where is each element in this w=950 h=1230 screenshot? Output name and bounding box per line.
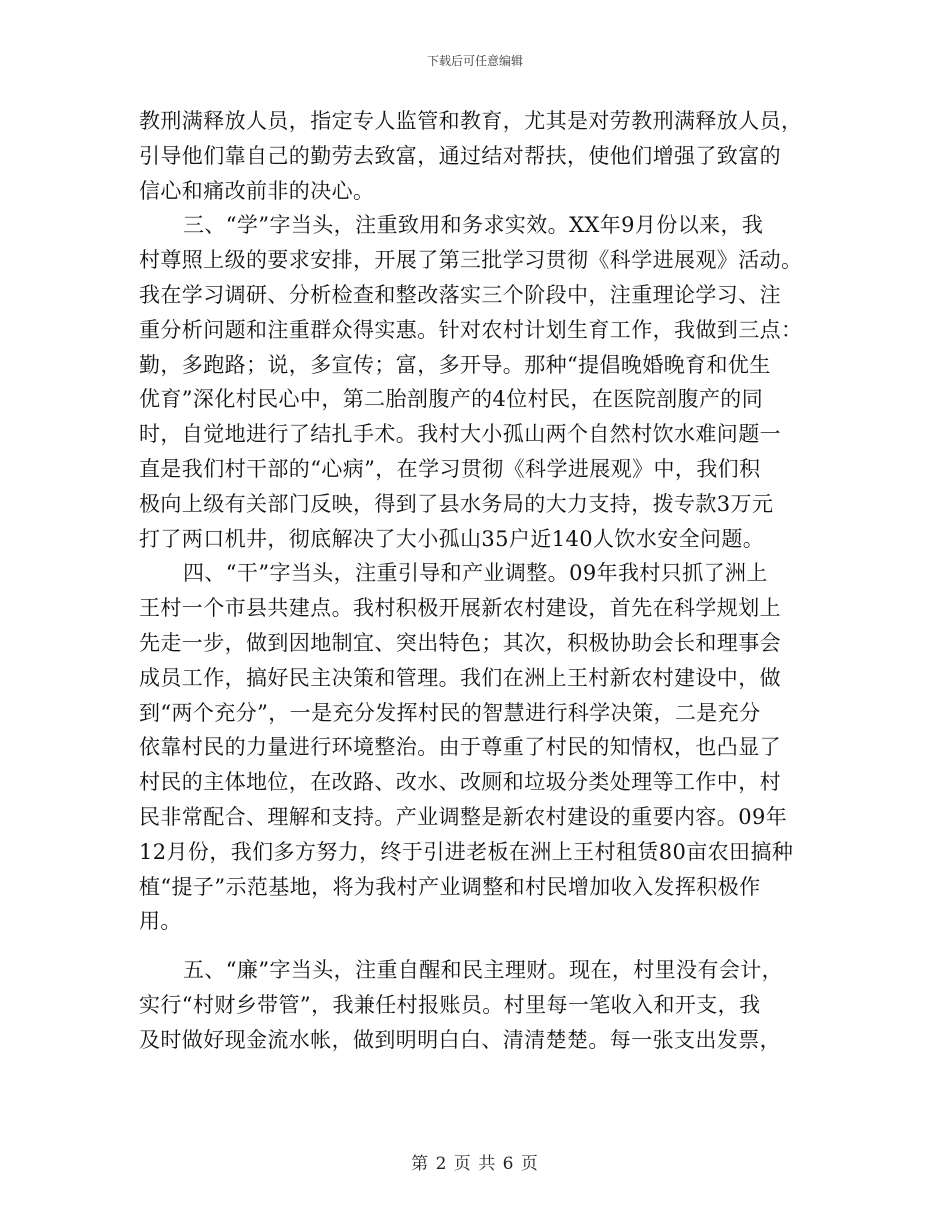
section-five-heading-line: 五、“廉”字当头，注重自醒和民主理财。现在，村里没有会计， bbox=[183, 958, 784, 983]
body-line: 村民的主体地位，在改路、改水、改厕和垃圾分类处理等工作中，村 bbox=[139, 770, 781, 795]
body-line: 到“两个充分”，一是充分发挥村民的智慧进行科学决策，二是充分 bbox=[139, 700, 761, 725]
body-line: 极向上级有关部门反映，得到了县水务局的大力支持，拨专款3万元 bbox=[139, 491, 774, 516]
body-line: 民非常配合、理解和支持。产业调整是新农村建设的重要内容。09年 bbox=[139, 804, 788, 829]
body-line: 时，自觉地进行了结扎手术。我村大小孤山两个自然村饮水难问题一 bbox=[139, 422, 781, 447]
body-line: 重分析问题和注重群众得实惠。针对农村计划生育工作，我做到三点： bbox=[139, 317, 803, 342]
body-line: 引导他们靠自己的勤劳去致富，通过结对帮扶，使他们增强了致富的 bbox=[139, 143, 781, 168]
section-three-heading-line: 三、“学”字当头，注重致用和务求实效。XX年9月份以来，我 bbox=[183, 213, 764, 238]
body-line: 村尊照上级的要求安排，开展了第三批学习贯彻《科学进展观》活动。 bbox=[139, 248, 803, 273]
body-line: 植“提子”示范基地，将为我村产业调整和村民增加收入发挥积极作 bbox=[139, 874, 761, 899]
body-line: 我在学习调研、分析检查和整改落实三个阶段中，注重理论学习、注 bbox=[139, 282, 781, 307]
body-line: 用。 bbox=[139, 909, 182, 934]
body-line: 先走一步，做到因地制宜、突出特色；其次，积极协助会长和理事会 bbox=[139, 630, 781, 655]
document-body bbox=[139, 104, 811, 1058]
body-line: 教刑满释放人员，指定专人监管和教育，尤其是对劳教刑满释放人员， bbox=[139, 109, 803, 133]
body-line: 打了两口机井，彻底解决了大小孤山35户近140人饮水安全问题。 bbox=[139, 526, 765, 551]
body-line: 直是我们村干部的“心病”，在学习贯彻《科学进展观》中，我们积 bbox=[139, 456, 761, 481]
body-line: 依靠村民的力量进行环境整治。由于尊重了村民的知情权，也凸显了 bbox=[139, 735, 781, 760]
body-line: 实行“村财乡带管”，我兼任村报账员。村里每一笔收入和开支，我 bbox=[139, 992, 761, 1017]
body-line: 信心和痛改前非的决心。 bbox=[139, 178, 375, 203]
body-line: 及时做好现金流水帐，做到明明白白、清清楚楚。每一张支出发票， bbox=[139, 1027, 781, 1052]
section-four-heading-line: 四、“干”字当头，注重引导和产业调整。09年我村只抓了洲上 bbox=[183, 561, 768, 586]
body-line: 王村一个市县共建点。我村积极开展新农村建设，首先在科学规划上 bbox=[139, 596, 781, 621]
body-line: 12月份，我们多方努力，终于引进老板在洲上王村租赁80亩农田搞种 bbox=[139, 839, 794, 864]
body-line: 勤，多跑路；说，多宣传；富，多开导。那种“提倡晚婚晚育和优生 bbox=[139, 352, 771, 377]
body-line: 成员工作，搞好民主决策和管理。我们在洲上王村新农村建设中，做 bbox=[139, 665, 781, 690]
page-number-footer: 第 2 页 共 6 页 bbox=[411, 1154, 539, 1174]
page-header: 下载后可任意编辑 bbox=[426, 54, 523, 68]
body-line: 优育”深化村民心中，第二胎剖腹产的4位村民，在医院剖腹产的同 bbox=[139, 387, 764, 412]
